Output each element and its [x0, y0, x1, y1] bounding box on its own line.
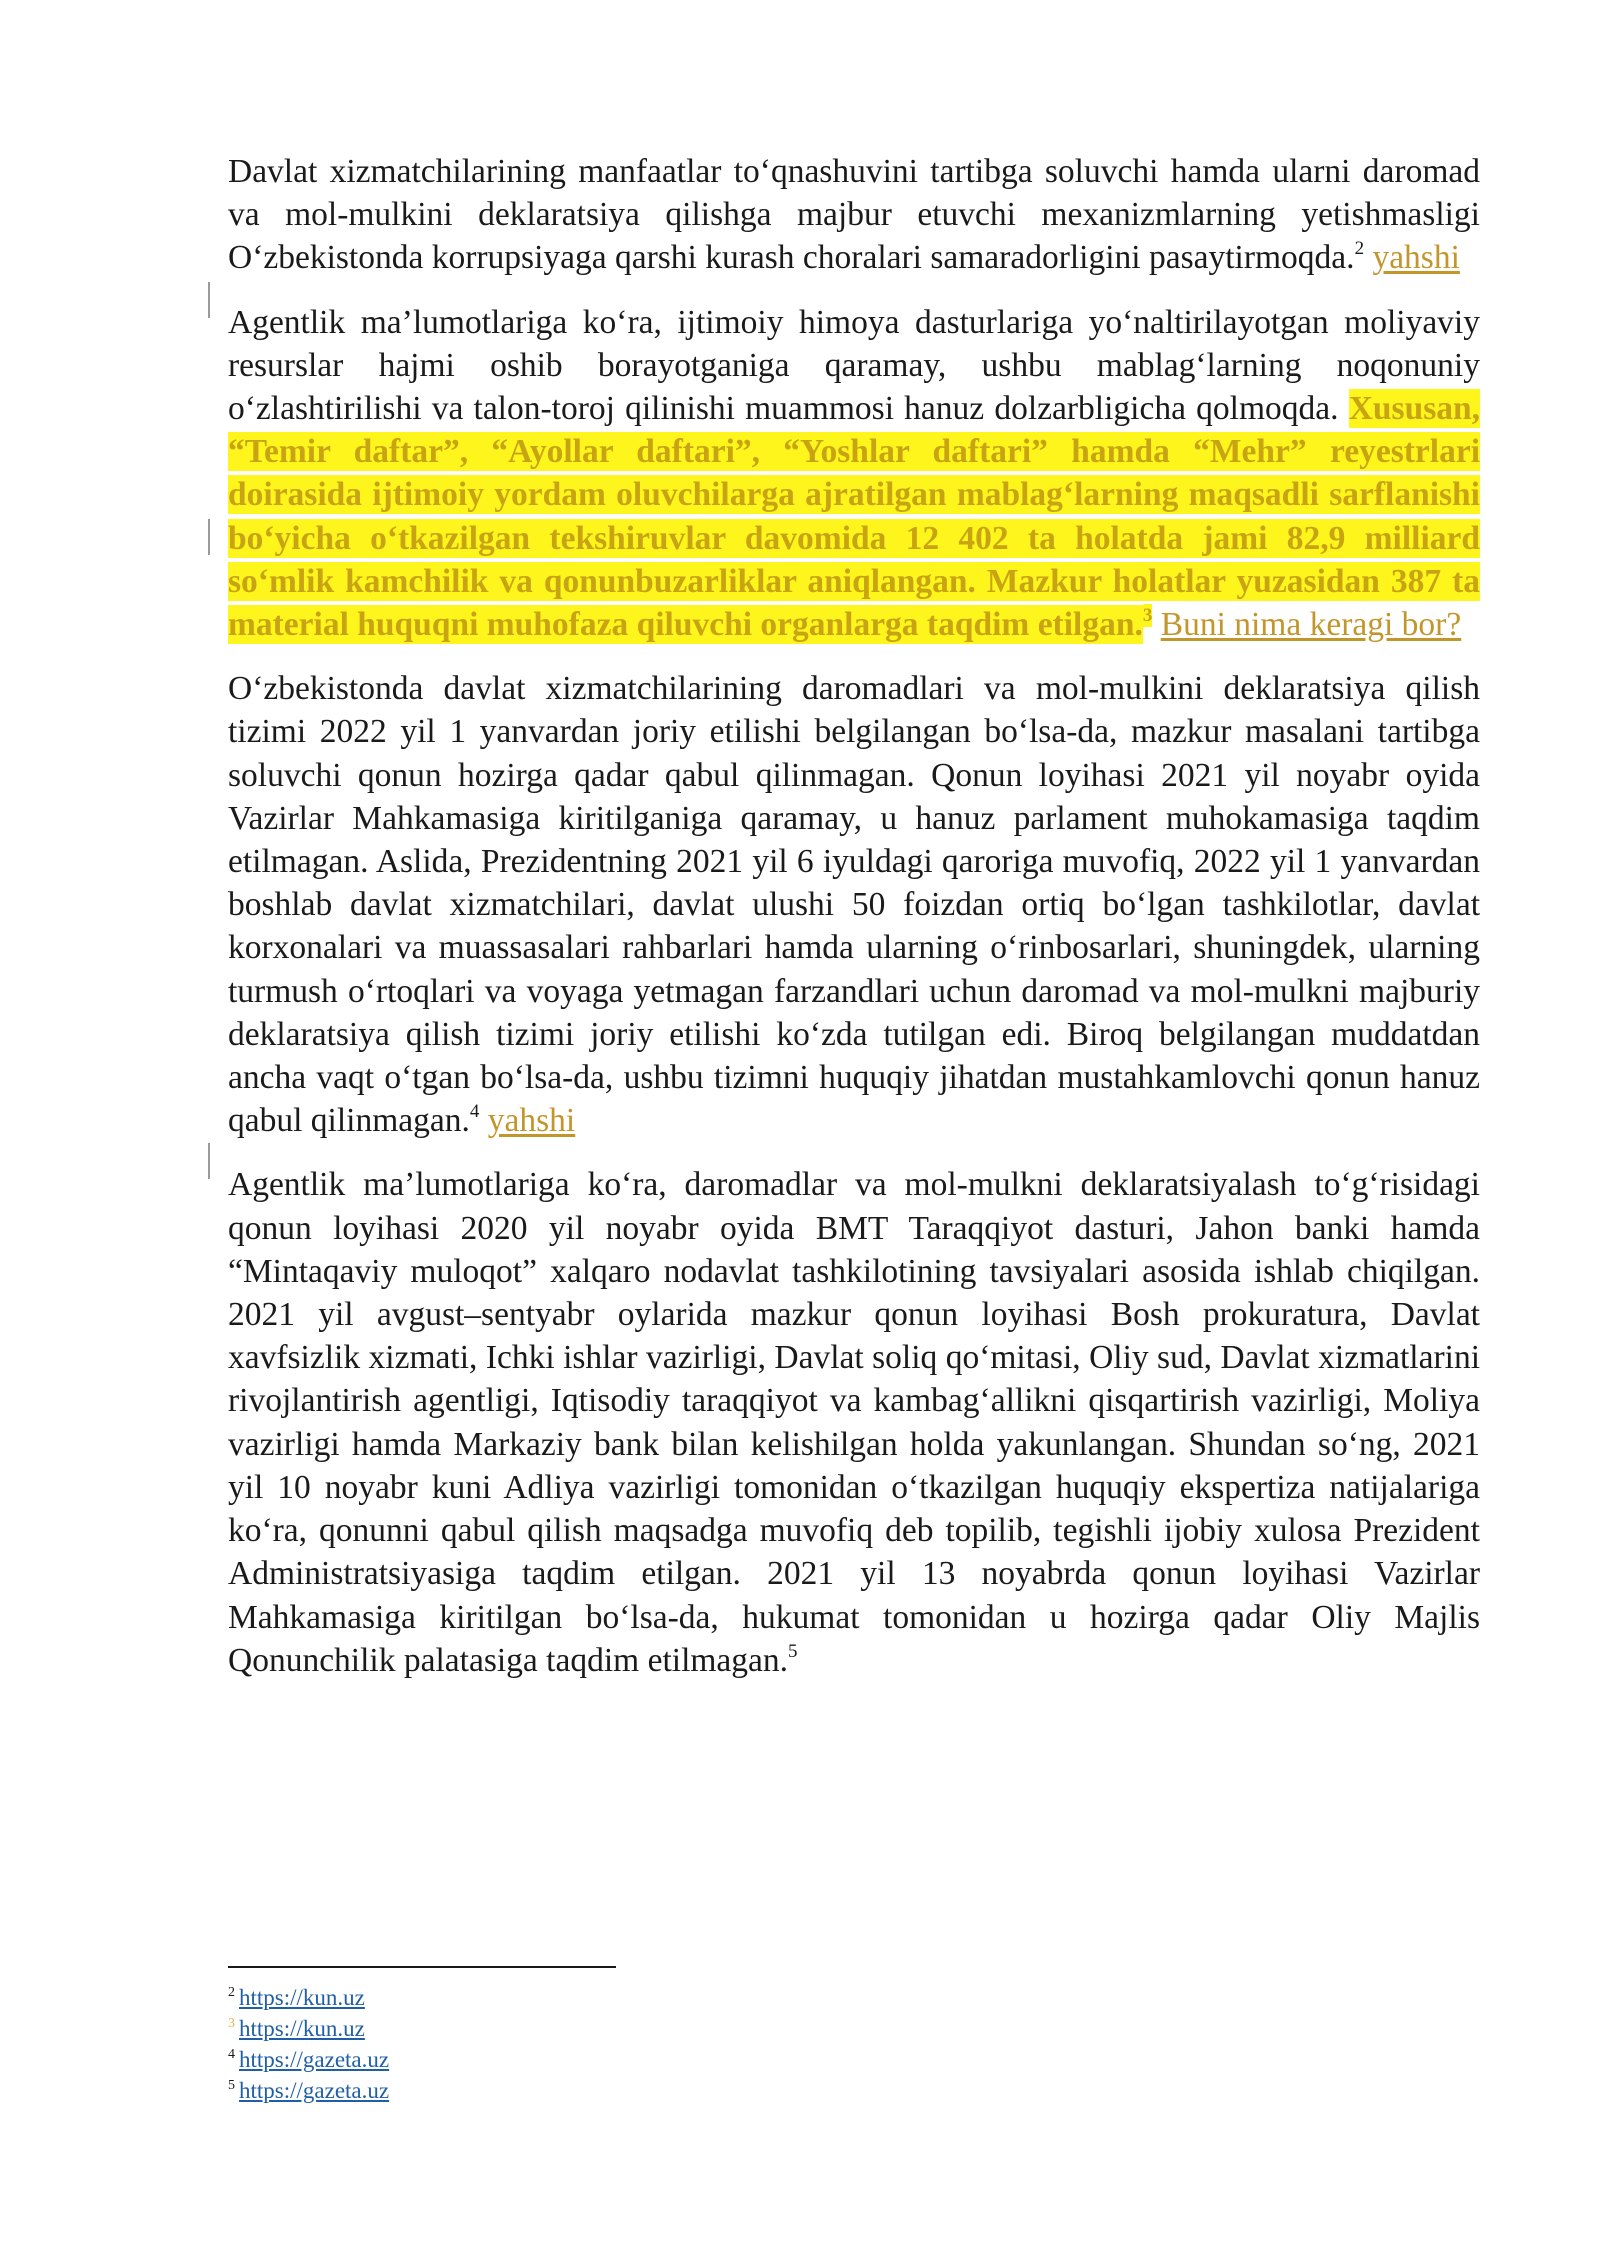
footnote-ref[interactable]: 5	[788, 1640, 798, 1662]
change-bar	[208, 282, 210, 318]
paragraph-1	[228, 150, 1480, 280]
paragraph-text: Davlat xizmatchilarining manfaatlar to‘qnashuvini tartibga soluvchi hamda ularni daromad va mol-mulkini deklaratsiya qilishga majbur etuvchi mexanizmlarning yetishmasligi O‘zbekistonda korrupsiyaga qarshi kurash choralari samaradorligini pasaytirmoqda.	[228, 153, 1480, 277]
paragraph-text: O‘zbekistonda davlat xizmatchilarining daromadlari va mol-mulkini deklaratsiya qilish tizimi 2022 yil 1 yanvardan joriy etilishi belgilangan bo‘lsa-da, mazkur masalani tartibga soluvchi qonun hozirga qadar qabul qilinmagan. Qonun loyihasi 2021 yil noyabr oyida Vazirlar Mahkamasiga kiritilganiga qaramay, u hanuz parlament muhokamasiga taqdim etilmagan. Aslida, Prezidentning 2021 yil 6 iyuldagi qaroriga muvofiq, 2022 yil 1 yanvardan boshlab davlat xizmatchilari, davlat ulushi 50 foizdan ortiq bo‘lgan tashkilotlar, davlat korxonalari va muassasalari rahbarlari hamda ularning o‘rinbosarlari, shuningdek, ularning turmush o‘rtoqlari va voyaga yetmagan farzandlari uchun daromad va mol-mulkni majburiy deklaratsiya qilish tizimi joriy etilishi ko‘zda tutilgan edi. Biroq belgilangan muddatdan ancha vaqt o‘tgan bo‘lsa-da, ushbu tizimni huquqiy jihatdan mustahkamlovchi qonun hanuz qabul qilinmagan.	[228, 670, 1480, 1140]
footnote-ref[interactable]: 4	[469, 1101, 480, 1123]
footnote-link[interactable]: https://gazeta.uz	[239, 2078, 390, 2103]
footnote-link[interactable]: https://kun.uz	[239, 2016, 365, 2041]
footnote-item	[228, 2075, 389, 2106]
footnote-link[interactable]: https://kun.uz	[239, 1985, 365, 2010]
footnote-item	[228, 1982, 389, 2013]
highlighted-text: Xususan, “Temir daftar”, “Ayollar daftari”, “Yoshlar daftari” hamda “Mehr” reyestrlari doirasida ijtimoiy yordam oluvchilarga ajratilgan mablag‘larning maqsadli sarflanishi bo‘yicha o‘tkazilgan tekshiruvlar davomida 12 402 ta holatda jami 82,9 milliard so‘mlik kamchilik va qonunbuzarliklar aniqlangan. Mazkur holatlar yuzasidan 387 ta material huquqni muhofaza qiluvchi organlarga taqdim etilgan.	[228, 390, 1480, 644]
paragraph-text: Agentlik ma’lumotlariga ko‘ra, ijtimoiy himoya dasturlariga yo‘naltirilayotgan moliyaviy resurslar hajmi oshib borayotganiga qaramay, ushbu mablag‘larning noqonuniy o‘zlashtirilishi va talon-toroj qilinishi muammosi hanuz dolzarbligicha qolmoqda.	[228, 303, 1480, 428]
paragraph-text: Agentlik ma’lumotlariga ko‘ra, daromadlar va mol-mulkni deklaratsiyalash to‘g‘risidagi qonun loyihasi 2020 yil noyabr oyida BMT Taraqqiyot dasturi, Jahon banki hamda “Mintaqaviy muloqot” xalqaro nodavlat tashkilotining tavsiyalari asosida ishlab chiqilgan. 2021 yil avgust–sentyabr oylarida mazkur qonun loyihasi Bosh prokuratura, Davlat xavfsizlik xizmati, Ichki ishlar vazirligi, Davlat soliq qo‘mitasi, Oliy sud, Davlat xizmatlarini rivojlantirish agentligi, Iqtisodiy taraqqiyot va kambag‘allikni qisqartirish vazirligi, Moliya vazirligi hamda Markaziy bank bilan kelishilgan holda yakunlangan. Shundan so‘ng, 2021 yil 10 noyabr kuni Adliya vazirligi tomonidan o‘tkazilgan huquqiy ekspertiza natijalariga ko‘ra, qonunni qabul qilish maqsadga muvofiq deb topilib, tegishli ijobiy xulosa Prezident Administratsiyasiga taqdim etilgan. 2021 yil 13 noyabrda qonun loyihasi Vazirlar Mahkamasiga kiritilgan bo‘lsa-da, hukumat tomonidan u hozirga qadar Oliy Majlis Qonunchilik palatasiga taqdim etilmagan.	[228, 1166, 1480, 1679]
change-bar	[208, 1143, 210, 1179]
paragraph-4	[228, 1163, 1480, 1681]
footnotes	[228, 1982, 389, 2106]
footnote-number: 4	[228, 2047, 235, 2063]
footnote-number: 3	[228, 2016, 235, 2032]
footnote-separator	[228, 1966, 616, 1968]
comment-link[interactable]: yahshi	[487, 1102, 576, 1140]
footnote-item	[228, 2013, 389, 2044]
footnote-link[interactable]: https://gazeta.uz	[239, 2047, 390, 2072]
comment-link[interactable]: Buni nima keragi bor?	[1160, 606, 1462, 644]
comment-link[interactable]: yahshi	[1372, 239, 1460, 277]
paragraph-2	[228, 301, 1480, 647]
change-bar	[208, 519, 210, 555]
footnote-number: 5	[228, 2078, 235, 2094]
footnote-ref[interactable]: 3	[1142, 604, 1153, 626]
footnote-ref[interactable]: 2	[1354, 238, 1365, 260]
footnote-number: 2	[228, 1985, 235, 2001]
footnote-item	[228, 2044, 389, 2075]
document-body	[228, 150, 1480, 1703]
paragraph-3	[228, 667, 1480, 1142]
